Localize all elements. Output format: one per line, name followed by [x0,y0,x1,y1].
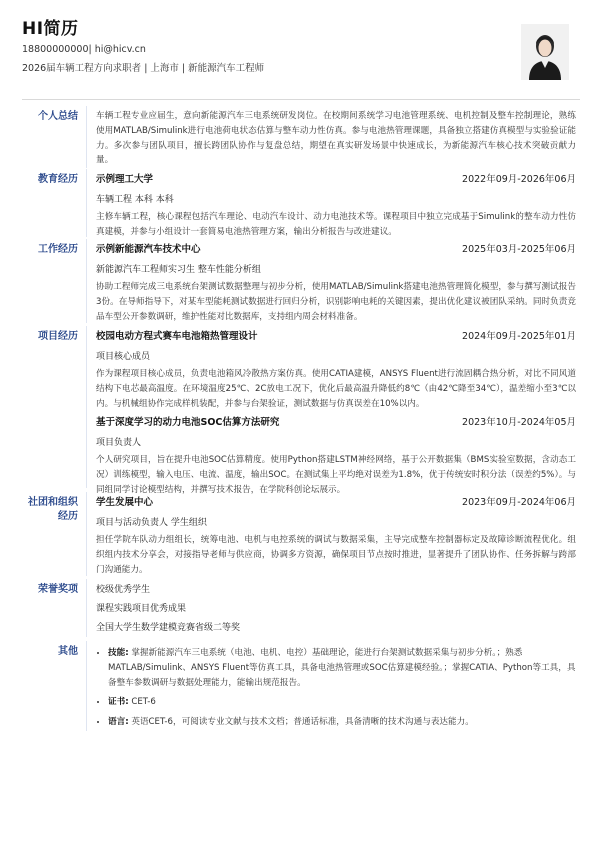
project-text: 个人研究项目，旨在提升电池SOC估算精度。使用Python搭建LSTM神经网络，基于公开数据集（BMS实验室数据，含动态工况）训练模型，输入电压、电流、温度，输出SOC。在测试集上平均绝对误差为1.8%，优于传统安时积分法（误差约5%）。与同组同学讨论模型结构，并撰写技术报告，在学院科创论坛展示。 [96,455,576,495]
work-row [96,242,576,258]
others-label: 语言: [108,717,129,728]
campus-role: 项目与活动负责人 学生组织 [96,518,207,528]
list-item [108,695,576,710]
section-rule [86,326,87,488]
project-text: 作为课程项目核心成员，负责电池箱风冷散热方案仿真。使用CATIA建模，ANSYS Fluent进行流固耦合热分析，对比不同风道结构下电芯最高温度。在环境温度25℃、2C放电工况下，优化后最高温升降低约8℃（由42℃降至34℃），温差缩小至3℃以内。与机械组协作完成样机装配，并参与台架验证，测试数据与仿真误差在10%以内。 [96,369,576,409]
others-text: 掌握新能源汽车三电系统（电池、电机、电控）基础理论，能进行台架测试数据采集与初步分析。；熟悉MATLAB/Simulink、ANSYS Fluent等仿真工具，具备电池热管理或SOC估算建模经验。；掌握CATIA、Python等工具，具备整车参数调研与数据处理能力，能输出规范报告。 [108,648,576,688]
section-others [0,641,600,735]
section-work [0,239,600,328]
work-role: 新能源汽车工程师实习生 整车性能分析组 [96,265,261,275]
section-title-summary: 个人总结 [38,111,78,122]
others-label: 技能: [108,648,129,658]
project-row [96,329,576,345]
section-projects [0,326,600,502]
project-role: 项目负责人 [96,438,142,449]
project-date: 2023年10月-2024年05月 [462,417,576,429]
education-text: 主修车辆工程，核心课程包括汽车理论、电动汽车设计、动力电池技术等。课程项目中独立完成基于Simulink的整车动力性仿真建模，并参与小组设计一套简易电池热管理方案，输出分析报告与改进建议。 [96,212,576,237]
section-title-campus-line2: 经历 [58,511,78,522]
work-date: 2025年03月-2025年06月 [462,244,576,255]
resume-name: HI简历 [22,19,79,39]
list-item [108,715,576,730]
resume-header [0,0,600,100]
project-role: 项目核心成员 [96,352,151,362]
campus-text: 担任学院车队动力组组长，统筹电池、电机与电控系统的调试与数据采集，主导完成整车控制器标定及故障诊断流程优化。组织组内技术分享会，对接指导老师与供应商，协调多方资源，确保项目节点按时推进，显著提升了团队协作、任务拆解与跨部门沟通能力。 [96,535,576,575]
award-item: 校级优秀学生 [96,585,151,595]
section-education [0,169,600,244]
section-rule [86,641,87,731]
section-rule [86,492,87,576]
section-campus [0,492,600,581]
job-intent-line: 2026届车辆工程方向求职者 | 上海市 | 新能源汽车工程师 [22,63,265,74]
award-item: 课程实践项目优秀成果 [96,604,187,614]
project-name: 基于深度学习的动力电池SOC估算方法研究 [96,417,280,429]
others-text: CET-6 [131,697,156,708]
company-name: 示例新能源汽车技术中心 [96,244,201,255]
award-item: 全国大学生数学建模竞赛省级二等奖 [96,623,241,633]
section-summary [0,106,600,172]
project-name: 校园电动方程式赛车电池箱热管理设计 [96,331,258,342]
section-title-education: 教育经历 [38,174,78,185]
campus-date: 2023年09月-2024年06月 [462,497,576,508]
avatar [521,24,569,80]
section-title-campus [0,492,78,524]
education-row [96,172,576,188]
others-text: 英语CET-6，可阅读专业文献与技术文档；普通话标准，具备清晰的技术沟通与表达能力。 [131,717,474,728]
education-degree: 车辆工程 本科 本科 [96,195,174,205]
contact-line: 18800000000| hi@hicv.cn [22,44,146,55]
header-divider [22,99,580,100]
section-rule [86,579,87,637]
others-list [96,646,576,730]
school-name: 示例理工大学 [96,174,154,185]
section-title-projects: 项目经历 [38,331,78,342]
education-date: 2022年09月-2026年06月 [462,174,576,185]
others-label: 证书: [108,697,129,708]
section-title-awards: 荣誉奖项 [38,584,78,595]
list-item [108,646,576,690]
section-awards [0,579,600,636]
section-rule [86,239,87,323]
project-row [96,415,576,431]
section-rule [86,169,87,237]
section-title-others: 其他 [58,646,78,657]
campus-row [96,495,576,511]
profile-photo-icon [521,24,569,80]
summary-text: 车辆工程专业应届生，意向新能源汽车三电系统研发岗位。在校期间系统学习电池管理系统、电机控制及整车控制理论，熟练使用MATLAB/Simulink进行电池荷电状态估算与整车动力性仿真。参与电池热管理课题，具备独立搭建仿真模型与实验验证能力。多次参与团队项目，擅长跨团队协作与复盘总结，期望在真实研发场景中快速成长，为新能源汽车核心技术突破贡献力量。 [96,111,576,166]
section-title-campus-line1: 社团和组织 [28,497,78,508]
section-rule [86,106,87,168]
section-title-work: 工作经历 [38,244,78,255]
work-text: 协助工程师完成三电系统台架测试数据整理与初步分析，使用MATLAB/Simulink搭建电池热管理简化模型，参与撰写测试报告3份。在导师指导下，对某车型能耗测试数据进行回归分析，识别影响电耗的关键因素，提出优化建议被团队采纳。同时负责竞品车型公开参数调研，维护性能对比数据库，支持组内周会材料准备。 [96,282,576,322]
project-date: 2024年09月-2025年01月 [462,331,576,342]
org-name: 学生发展中心 [96,497,154,508]
